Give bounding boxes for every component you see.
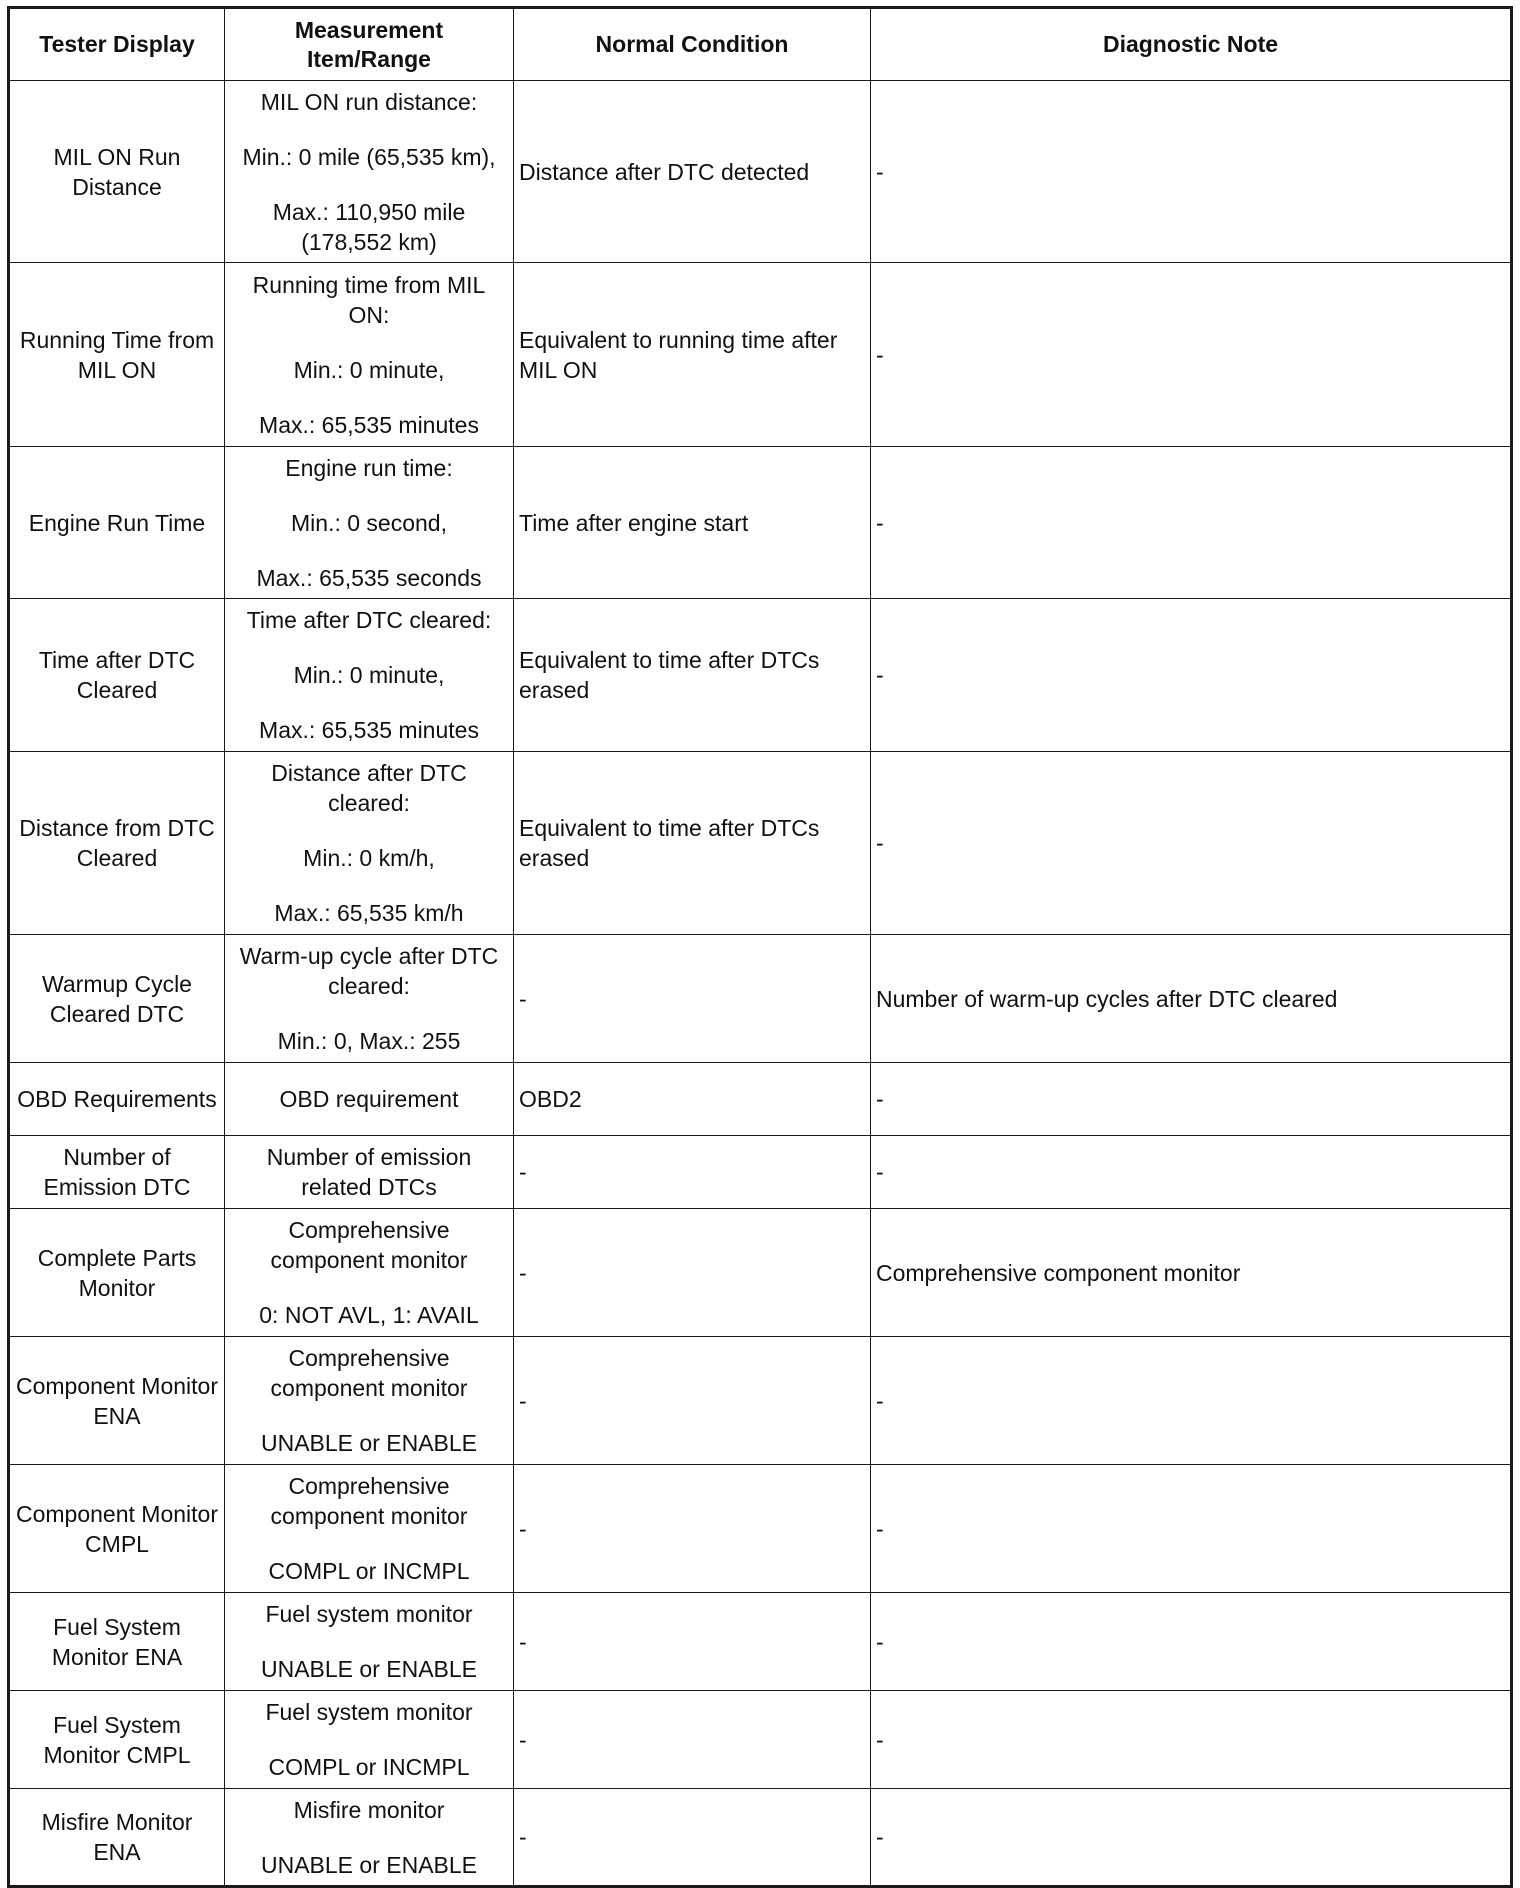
table-row [9,935,1512,1063]
normal-condition-cell: - [514,1789,871,1887]
tester-display-cell: Time after DTC Cleared [9,599,225,752]
header-tester-display: Tester Display [9,8,225,81]
range-line: Max.: 65,535 minutes [259,411,479,438]
tester-display-cell: Fuel System Monitor ENA [9,1593,225,1691]
diagnostic-note-cell: - [871,599,1512,752]
range-line: Min.: 0, Max.: 255 [277,1028,461,1054]
line-gap [230,117,508,142]
table-body [9,81,1512,1887]
normal-condition-cell: - [514,1209,871,1337]
range-line: Min.: 0 minute, [293,662,445,688]
measurement-range-cell [225,447,514,599]
range-line: Min.: 0 mile (65,535 km), [242,143,496,170]
line-gap [230,1275,508,1300]
range-line: Misfire monitor [293,1796,445,1823]
normal-condition-cell: OBD2 [514,1063,871,1136]
tester-display-cell: Misfire Monitor ENA [9,1789,225,1887]
table-row [9,1789,1512,1887]
line-gap [230,1001,508,1026]
range-line: Min.: 0 minute, [293,356,445,383]
line-gap [230,873,508,898]
range-line: Number of emission related DTCs [266,1144,472,1200]
table-row [9,447,1512,599]
table-row [9,1136,1512,1209]
measurement-range-cell [225,1789,514,1887]
diagnostic-note-cell: Number of warm-up cycles after DTC cleared [871,935,1512,1063]
table-row [9,81,1512,263]
table-row [9,752,1512,935]
range-line: UNABLE or ENABLE [260,1851,478,1878]
table-row [9,1337,1512,1465]
measurement-range-cell [225,599,514,752]
diagnostic-note-cell: - [871,752,1512,935]
line-gap [230,330,508,355]
diagnostic-note-cell: - [871,1691,1512,1789]
line-gap [230,538,508,563]
line-gap [230,818,508,843]
tester-display-cell: Complete Parts Monitor [9,1209,225,1337]
table-row [9,599,1512,752]
line-gap [230,1403,508,1428]
tester-display-cell: Component Monitor CMPL [9,1465,225,1593]
normal-condition-cell: - [514,1136,871,1209]
range-line: Warm-up cycle after DTC cleared: [239,943,499,999]
tester-display-cell: Warmup Cycle Cleared DTC [9,935,225,1063]
normal-condition-cell: Equivalent to running time after MIL ON [514,263,871,447]
normal-condition-cell: - [514,1337,871,1465]
table-row [9,1465,1512,1593]
header-normal-condition: Normal Condition [514,8,871,81]
measurement-range-cell [225,1465,514,1593]
measurement-range-cell [225,263,514,447]
range-line: 0: NOT AVL, 1: AVAIL [259,1302,479,1328]
diagnostic-note-cell: - [871,1465,1512,1593]
range-line: Fuel system monitor [265,1601,473,1627]
diagnostic-note-cell: - [871,447,1512,599]
line-gap [230,635,508,660]
line-gap [230,172,508,197]
table-row [9,263,1512,447]
header-diagnostic-note: Diagnostic Note [871,8,1512,81]
range-line: Max.: 65,535 seconds [256,564,482,591]
range-line: Time after DTC cleared: [246,607,492,633]
table-header-row [9,8,1512,81]
range-line: UNABLE or ENABLE [260,1656,478,1682]
normal-condition-cell: Equivalent to time after DTCs erased [514,752,871,935]
measurement-range-cell [225,81,514,263]
range-line: Max.: 65,535 km/h [274,900,464,926]
line-gap [230,1825,508,1850]
measurement-range-cell [225,1063,514,1136]
diagnostic-note-cell: Comprehensive component monitor [871,1209,1512,1337]
normal-condition-cell: - [514,1691,871,1789]
table-row [9,1593,1512,1691]
line-gap [230,483,508,508]
range-line: UNABLE or ENABLE [260,1430,478,1456]
tester-display-cell: Component Monitor ENA [9,1337,225,1465]
normal-condition-cell: Distance after DTC detected [514,81,871,263]
normal-condition-cell: - [514,1593,871,1691]
normal-condition-cell: Equivalent to time after DTCs erased [514,599,871,752]
range-line: Comprehensive component monitor [270,1217,468,1273]
diagnostic-note-cell: - [871,1789,1512,1887]
normal-condition-cell: - [514,1465,871,1593]
line-gap [230,690,508,715]
measurement-range-cell [225,1209,514,1337]
diagnostic-note-cell: - [871,1136,1512,1209]
range-line: Comprehensive component monitor [270,1473,468,1529]
range-line: Running time from MIL ON: [252,271,486,328]
line-gap [230,385,508,410]
range-line: OBD requirement [279,1086,459,1112]
range-line: Min.: 0 km/h, [303,845,435,871]
tester-display-cell: Distance from DTC Cleared [9,752,225,935]
measurement-range-cell [225,1691,514,1789]
line-gap [230,1531,508,1556]
measurement-range-cell [225,752,514,935]
data-monitor-table [7,6,1513,1888]
diagnostic-note-cell: - [871,263,1512,447]
range-line: Fuel system monitor [265,1699,473,1725]
range-line: COMPL or INCMPL [268,1754,470,1780]
tester-display-cell: Running Time from MIL ON [9,263,225,447]
range-line: MIL ON run distance: [260,88,478,115]
tester-display-cell: MIL ON Run Distance [9,81,225,263]
normal-condition-cell: - [514,935,871,1063]
range-line: Max.: 110,950 mile (178,552 km) [272,198,466,255]
diagnostic-note-cell: - [871,1063,1512,1136]
tester-display-cell: OBD Requirements [9,1063,225,1136]
table-row [9,1691,1512,1789]
range-line: Comprehensive component monitor [270,1345,468,1401]
measurement-range-cell [225,1593,514,1691]
diagnostic-note-cell: - [871,1337,1512,1465]
tester-display-cell: Fuel System Monitor CMPL [9,1691,225,1789]
normal-condition-cell: Time after engine start [514,447,871,599]
table-row [9,1209,1512,1337]
table-row [9,1063,1512,1136]
line-gap [230,1629,508,1654]
measurement-range-cell [225,1136,514,1209]
diagnostic-note-cell: - [871,1593,1512,1691]
tester-display-cell: Engine Run Time [9,447,225,599]
range-line: Max.: 65,535 minutes [259,717,479,743]
tester-display-cell: Number of Emission DTC [9,1136,225,1209]
measurement-range-cell [225,935,514,1063]
range-line: Min.: 0 second, [291,509,447,536]
diagnostic-note-cell: - [871,81,1512,263]
range-line: Distance after DTC cleared: [271,760,467,816]
range-line: Engine run time: [285,454,453,481]
measurement-range-cell [225,1337,514,1465]
header-measurement-range: Measurement Item/Range [225,8,514,81]
range-line: COMPL or INCMPL [268,1558,470,1584]
line-gap [230,1727,508,1752]
